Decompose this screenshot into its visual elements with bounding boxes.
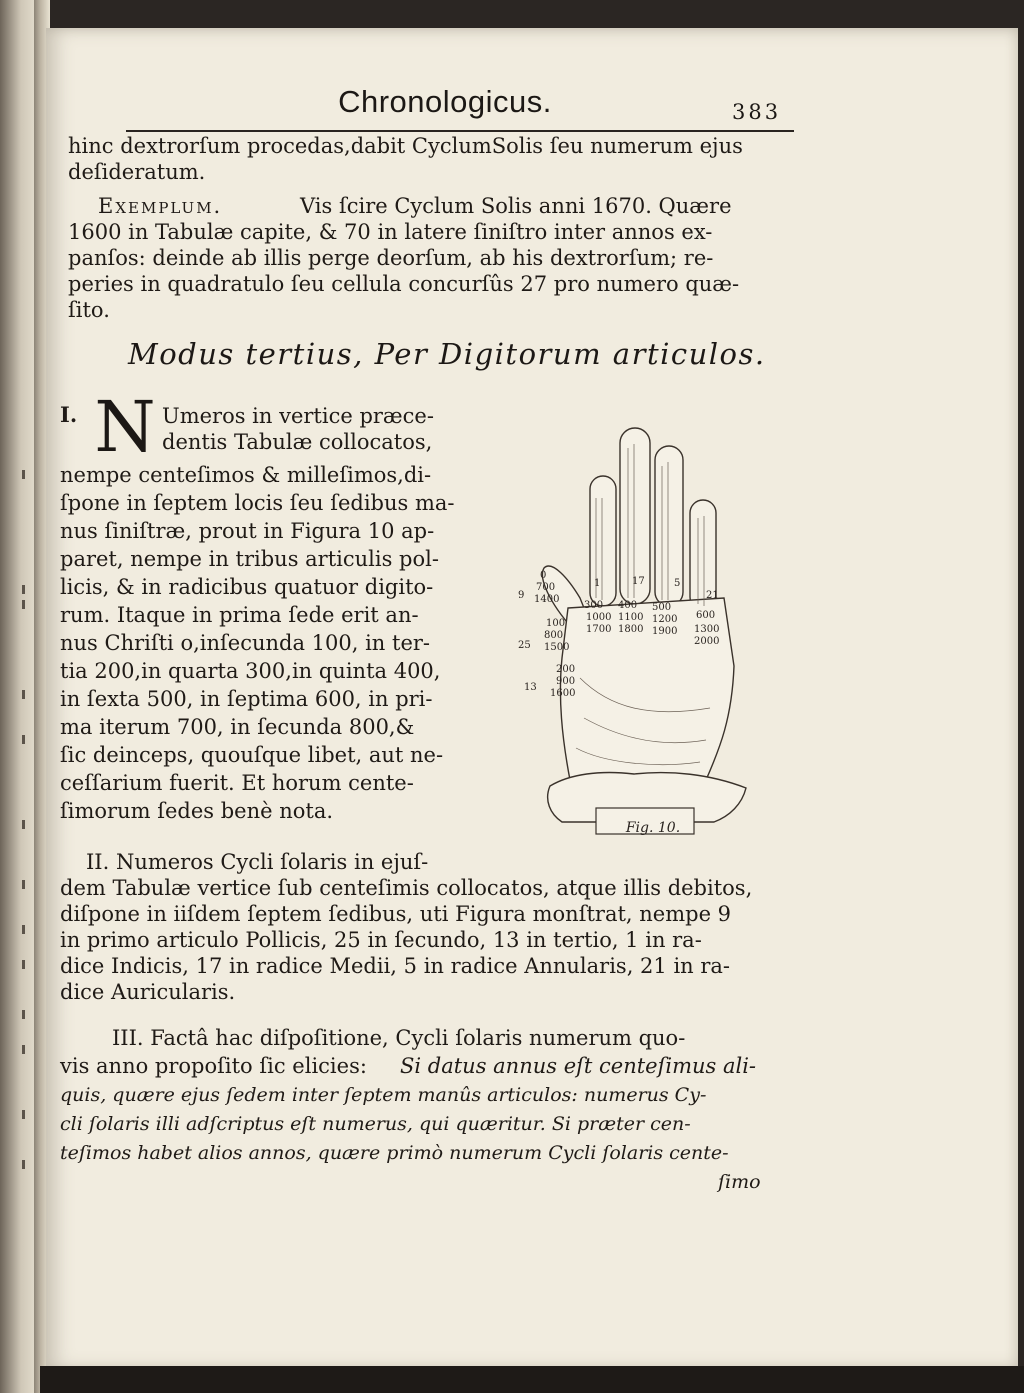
paragraph-three-line: III. Factâ hac diſpoſitione, Cycli ſolaris numerum quo- <box>112 1026 686 1050</box>
paragraph-two-line: II. Numeros Cycli ſolaris in ejuſ- <box>86 850 429 874</box>
hand-figure <box>510 418 760 848</box>
cycle-number: 13 <box>524 682 537 693</box>
centesimal-number: 1500 <box>544 642 570 653</box>
centesimal-number: 900 <box>556 676 576 687</box>
cycle-number: 5 <box>674 578 681 589</box>
paragraph-one-line: licis, & in radicibus quatuor digito- <box>60 575 434 599</box>
paragraph-two-line: dice Auricularis. <box>60 980 236 1004</box>
page-number: 383 <box>732 100 782 124</box>
example-line: panſos: deinde ab illis perge deorſum, ab his dextrorſum; re- <box>68 246 714 270</box>
example-line: ſito. <box>68 298 110 322</box>
paragraph-three-italic: ſimo <box>718 1171 761 1193</box>
centesimal-number: 1200 <box>652 614 678 625</box>
paragraph-number: I. <box>60 402 78 427</box>
centesimal-number: 1600 <box>550 688 576 699</box>
intro-line: hinc dextrorſum procedas,dabit CyclumSolis ſeu numerum ejus <box>68 134 743 158</box>
cycle-number: 21 <box>706 590 719 601</box>
paragraph-one-line: in ſexta 500, in ſeptima 600, in pri- <box>60 687 433 711</box>
page-bottom-edge <box>40 1366 1024 1393</box>
paragraph-two-line: in primo articulo Pollicis, 25 in ſecundo, 13 in tertio, 1 in ra- <box>60 928 702 952</box>
centesimal-number: 600 <box>696 610 716 621</box>
centesimal-number: 700 <box>536 582 556 593</box>
paragraph-one-line: ceſſarium fuerit. Et horum cente- <box>60 771 414 795</box>
cycle-number: 25 <box>518 640 531 651</box>
centesimal-number: 1100 <box>618 612 644 623</box>
paragraph-three-line: vis anno propoſito ſic elicies: <box>60 1054 367 1078</box>
example-line: Vis ſcire Cyclum Solis anni 1670. Quære <box>300 194 732 218</box>
cycle-number: 17 <box>632 576 645 587</box>
paragraph-one-line: ſpone in ſeptem locis ſeu ſedibus ma- <box>60 491 455 515</box>
paragraph-two-line: dice Indicis, 17 in radice Medii, 5 in radice Annularis, 21 in ra- <box>60 954 731 978</box>
centesimal-number: 1700 <box>586 624 612 635</box>
paragraph-one-line: nus Chriſti o,inſecunda 100, in ter- <box>60 631 431 655</box>
cycle-number: 1 <box>594 578 601 589</box>
section-heading: Modus tertius, Per Digitorum articulos. <box>128 337 766 371</box>
centesimal-number: 200 <box>556 664 576 675</box>
paragraph-one-line: ma iterum 700, in ſecunda 800,& <box>60 715 415 739</box>
centesimal-number: 800 <box>544 630 564 641</box>
paragraph-one-line: dentis Tabulæ collocatos, <box>162 430 433 454</box>
centesimal-number: 2000 <box>694 636 720 647</box>
centesimal-number: 1800 <box>618 624 644 635</box>
drop-cap: N <box>94 386 156 468</box>
example-label: Exemplum. <box>98 194 223 218</box>
centesimal-number: 300 <box>584 600 604 611</box>
paragraph-one-line: ſic deinceps, quouſque libet, aut ne- <box>60 743 444 767</box>
cycle-number: 9 <box>518 590 525 601</box>
figure-caption: Fig. 10. <box>625 820 681 836</box>
paragraph-one-line: Umeros in vertice præce- <box>162 404 434 428</box>
centesimal-number: 1300 <box>694 624 720 635</box>
centesimal-number: 400 <box>618 600 638 611</box>
previous-page-edge <box>0 0 38 1393</box>
paragraph-one-line: nempe centeſimos & milleſimos,di- <box>60 463 432 487</box>
centesimal-number: 100 <box>546 618 566 629</box>
paragraph-two-line: dem Tabulæ vertice ſub centeſimis collocatos, atque illis debitos, <box>60 876 753 900</box>
paragraph-one-line: ſimorum ſedes benè nota. <box>60 799 334 823</box>
centesimal-number: 1000 <box>586 612 612 623</box>
paragraph-one-line: nus ſiniſtræ, prout in Figura 10 ap- <box>60 519 435 543</box>
paragraph-three-italic: teſimos habet alios annos, quære primò numerum Cycli ſolaris cente- <box>60 1142 729 1164</box>
centesimal-number: 500 <box>652 602 672 613</box>
header-rule <box>126 130 794 132</box>
intro-line: deſideratum. <box>68 160 206 184</box>
example-line: 1600 in Tabulæ capite, & 70 in latere ſiniſtro inter annos ex- <box>68 220 713 244</box>
running-head-title: Chronologicus. <box>338 84 552 119</box>
paragraph-three-italic: Si datus annus eſt centeſimus ali- <box>400 1054 757 1078</box>
paragraph-three-italic: cli ſolaris illi adſcriptus eſt numerus, qui quæritur. Si præter cen- <box>60 1113 691 1135</box>
centesimal-number: 1900 <box>652 626 678 637</box>
paragraph-one-line: tia 200,in quarta 300,in quinta 400, <box>60 659 441 683</box>
paragraph-three-italic: quis, quære ejus ſedem inter ſeptem manûs articulos: numerus Cy- <box>60 1084 707 1106</box>
paragraph-one-line: paret, nempe in tribus articulis pol- <box>60 547 439 571</box>
example-line: peries in quadratulo ſeu cellula concurſûs 27 pro numero quæ- <box>68 272 740 296</box>
paragraph-two-line: diſpone in iiſdem ſeptem ſedibus, uti Figura monſtrat, nempe 9 <box>60 902 732 926</box>
centesimal-number: 0 <box>540 570 547 581</box>
paragraph-one-line: rum. Itaque in prima ſede erit an- <box>60 603 419 627</box>
centesimal-number: 1400 <box>534 594 560 605</box>
